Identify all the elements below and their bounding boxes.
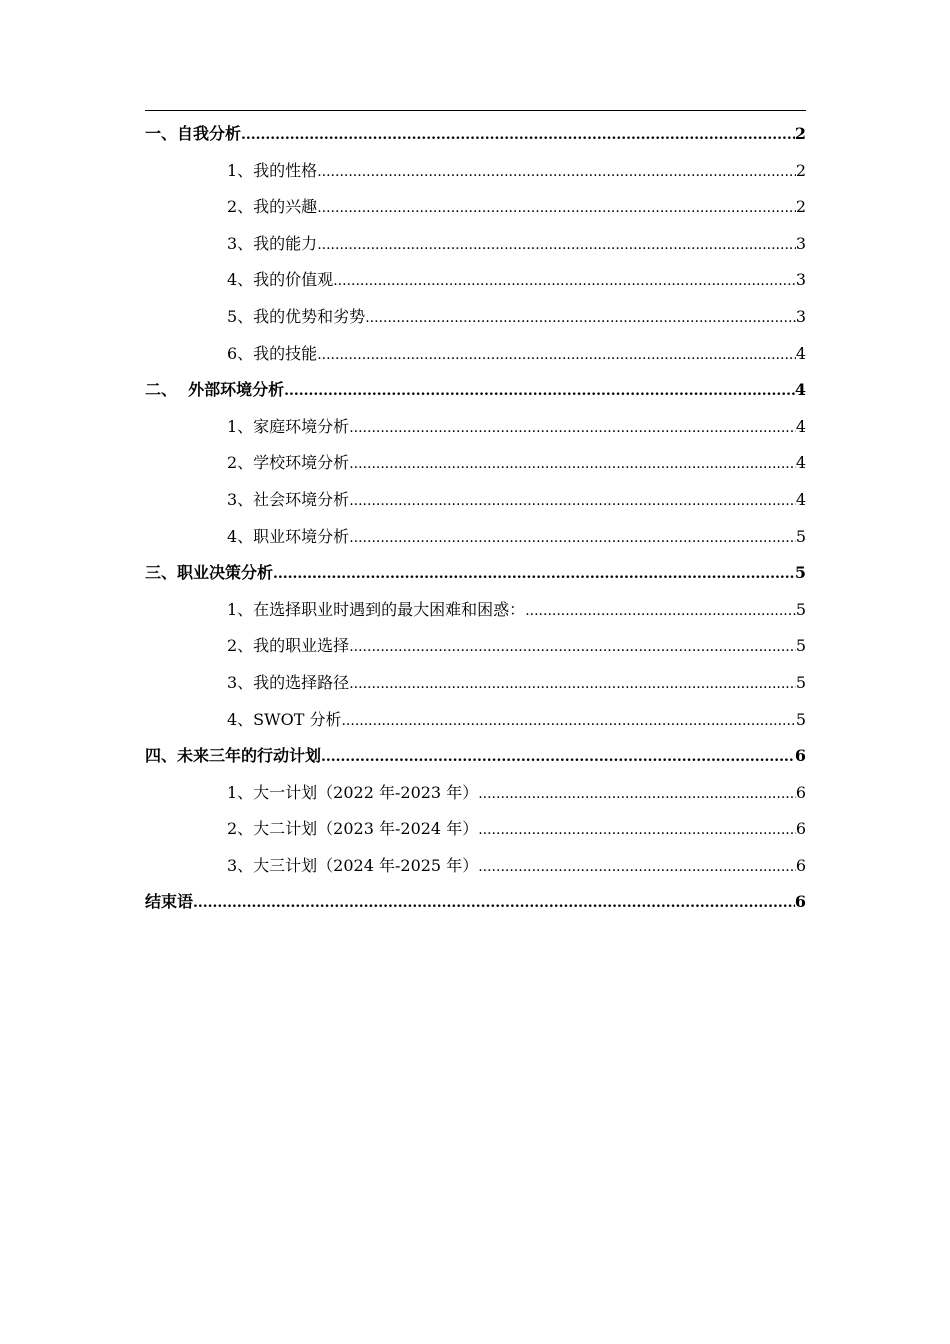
toc-dot-leader xyxy=(284,373,795,410)
toc-entry-text: 四、未来三年的行动计划 xyxy=(145,746,322,766)
toc-entry-strengths-weaknesses[interactable] xyxy=(145,299,806,336)
toc-entry-text: 2、学校环境分析 xyxy=(227,453,350,473)
toc-dot-leader xyxy=(349,446,796,483)
toc-entry-text: 结束语 xyxy=(145,892,194,912)
toc-page-number: 4 xyxy=(795,343,806,363)
toc-entry-text: 1、大一计划（2022 年-2023 年） xyxy=(227,782,479,802)
toc-entry-text: 2、我的兴趣 xyxy=(227,197,318,217)
toc-dot-leader xyxy=(349,410,796,447)
toc-page-number: 6 xyxy=(795,819,806,839)
toc-page-number: 6 xyxy=(794,746,806,766)
toc-dot-leader xyxy=(193,885,795,922)
toc-entry-text: 3、社会环境分析 xyxy=(227,489,350,509)
toc-entry-text: 2、大二计划（2023 年-2024 年） xyxy=(227,819,479,839)
toc-page-number: 2 xyxy=(794,124,806,143)
toc-entry-text: 2、我的职业选择 xyxy=(227,636,350,656)
toc-page-number: 5 xyxy=(795,672,806,692)
toc-dot-leader xyxy=(525,593,796,630)
toc-dot-leader xyxy=(317,190,796,227)
toc-page-number: 4 xyxy=(795,416,806,436)
toc-entry-conclusion[interactable] xyxy=(145,884,806,921)
toc-page-number: 3 xyxy=(795,306,806,326)
toc-entry-personality[interactable] xyxy=(145,153,806,190)
toc-entry-text: 一、自我分析 xyxy=(145,124,242,143)
toc-dot-leader xyxy=(273,556,795,593)
toc-entry-freshman-plan[interactable] xyxy=(145,775,806,812)
toc-entry-interests[interactable] xyxy=(145,189,806,226)
toc-entry-career-environment[interactable] xyxy=(145,519,806,556)
toc-dot-leader xyxy=(365,300,796,337)
toc-dot-leader xyxy=(478,812,796,849)
toc-entry-family-environment[interactable] xyxy=(145,409,806,446)
toc-entry-school-environment[interactable] xyxy=(145,445,806,482)
toc-entry-career-choice[interactable] xyxy=(145,628,806,665)
toc-entry-text: 3、我的能力 xyxy=(227,233,318,253)
toc-entry-values[interactable] xyxy=(145,262,806,299)
toc-page-number: 5 xyxy=(795,709,806,729)
toc-dot-leader xyxy=(321,739,795,776)
toc-entry-difficulties[interactable] xyxy=(145,592,806,629)
toc-dot-leader xyxy=(341,703,795,740)
top-rule xyxy=(145,110,806,111)
toc-dot-leader xyxy=(317,337,796,374)
toc-entry-action-plan[interactable] xyxy=(145,738,806,775)
toc-page-number: 2 xyxy=(795,160,806,180)
toc-page-number: 6 xyxy=(795,855,806,875)
toc-page-number: 4 xyxy=(794,380,806,400)
toc-entry-text: 5、我的优势和劣势 xyxy=(227,306,366,326)
toc-entry-sophomore-plan[interactable] xyxy=(145,811,806,848)
toc-page-number: 6 xyxy=(794,892,806,912)
toc-entry-swot-analysis[interactable] xyxy=(145,702,806,739)
toc-dot-leader xyxy=(349,483,796,520)
toc-dot-leader xyxy=(349,520,796,557)
toc-page-number: 5 xyxy=(795,636,806,656)
toc-entry-text: 4、我的价值观 xyxy=(227,270,334,290)
toc-dot-leader xyxy=(333,263,796,300)
toc-dot-leader xyxy=(349,629,796,666)
toc-entry-external-environment[interactable] xyxy=(145,372,806,409)
toc-entry-self-analysis[interactable] xyxy=(145,116,806,153)
toc-dot-leader xyxy=(317,154,796,191)
table-of-contents xyxy=(145,116,806,921)
toc-entry-choice-path[interactable] xyxy=(145,665,806,702)
toc-entry-text: 1、家庭环境分析 xyxy=(227,416,350,436)
toc-entry-text: 6、我的技能 xyxy=(227,343,318,363)
toc-page-number: 4 xyxy=(795,489,806,509)
toc-dot-leader xyxy=(241,117,795,154)
toc-entry-text: 4、SWOT 分析 xyxy=(227,709,342,729)
toc-entry-text: 3、大三计划（2024 年-2025 年） xyxy=(227,855,479,875)
toc-page-number: 4 xyxy=(795,453,806,473)
toc-page-number: 2 xyxy=(795,197,806,217)
toc-entry-text: 二、 外部环境分析 xyxy=(145,380,285,400)
toc-page-number: 3 xyxy=(795,233,806,253)
toc-page-number: 5 xyxy=(795,599,806,619)
toc-entry-text: 三、职业决策分析 xyxy=(145,563,274,583)
toc-entry-abilities[interactable] xyxy=(145,226,806,263)
toc-dot-leader xyxy=(478,776,796,813)
toc-page-number: 3 xyxy=(795,270,806,290)
toc-dot-leader xyxy=(317,227,796,264)
toc-entry-text: 1、在选择职业时遇到的最大困难和困惑： xyxy=(227,599,526,619)
toc-entry-text: 4、职业环境分析 xyxy=(227,526,350,546)
toc-entry-social-environment[interactable] xyxy=(145,482,806,519)
toc-entry-junior-plan[interactable] xyxy=(145,848,806,885)
toc-entry-text: 3、我的选择路径 xyxy=(227,672,350,692)
toc-page-number: 5 xyxy=(794,563,806,583)
toc-entry-career-decision[interactable] xyxy=(145,555,806,592)
toc-page-number: 6 xyxy=(795,782,806,802)
toc-page-number: 5 xyxy=(795,526,806,546)
toc-entry-text: 1、我的性格 xyxy=(227,160,318,180)
toc-dot-leader xyxy=(478,849,796,886)
toc-entry-skills[interactable] xyxy=(145,336,806,373)
toc-dot-leader xyxy=(349,666,796,703)
